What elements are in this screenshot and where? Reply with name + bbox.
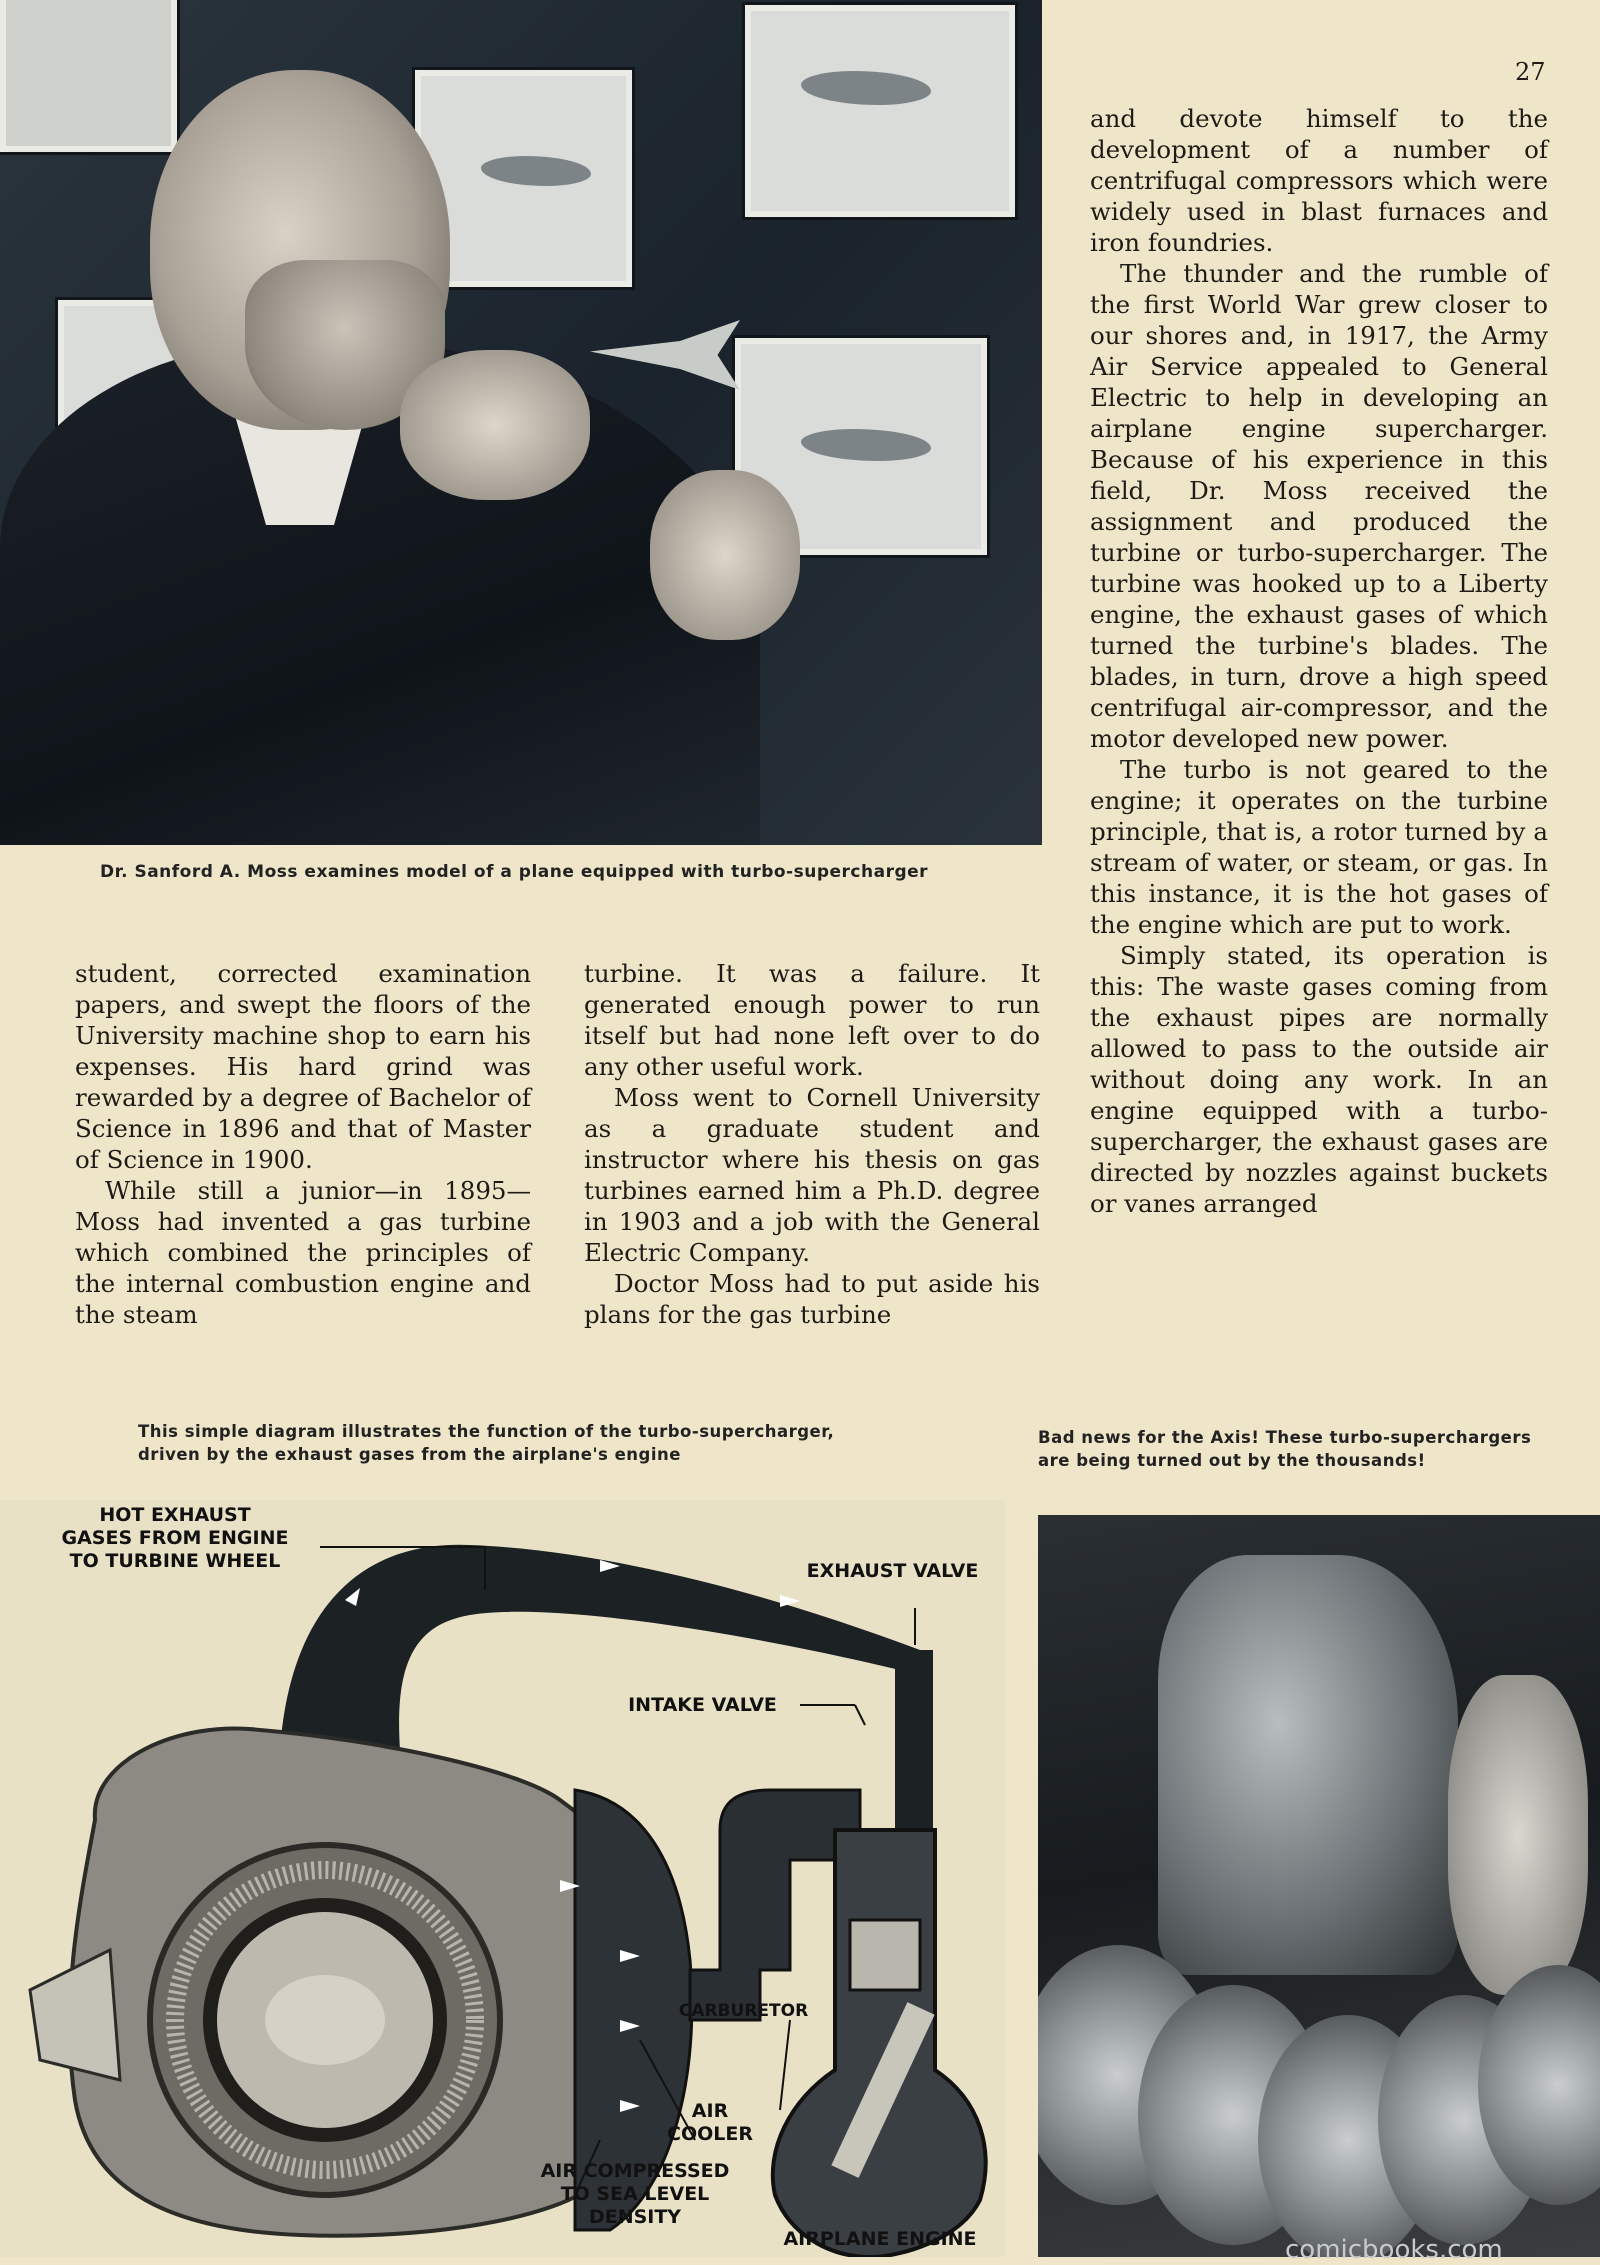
paragraph: turbine. It was a failure. It generated enough power to run itself but had none left over to do any other useful work. bbox=[584, 959, 1040, 1081]
watermark: comicbooks.com bbox=[1285, 2235, 1503, 2265]
piston bbox=[850, 1920, 920, 1990]
air-intake-scoop bbox=[30, 1950, 120, 2080]
wall-picture-3 bbox=[745, 5, 1015, 217]
paragraph: Moss went to Cornell University as a graduate student and instructor where his thesis on gas turbines earned him a Ph.D. degree in 1903 and a job with the General Electric Company. bbox=[584, 1083, 1040, 1267]
wall-picture-1 bbox=[0, 0, 177, 152]
left-hand bbox=[400, 350, 590, 500]
model-plane bbox=[590, 320, 740, 390]
paragraph: Simply stated, its operation is this: The waste gases coming from the exhaust pipes are normally allowed to pass to the outside air without doing any work. In an engine equipped with a turbo-supercharger, the exhaust gases are directed by nozzles against buckets or vanes arranged bbox=[1090, 941, 1548, 1218]
paragraph: While still a junior—in 1895—Moss had invented a gas turbine which combined the principles of the internal combustion engine and the steam bbox=[75, 1176, 531, 1329]
label-intake-valve: INTAKE VALVE bbox=[628, 1694, 777, 1716]
label-carburetor: CARBURETOR bbox=[678, 2001, 809, 2021]
moss-portrait-photo bbox=[0, 0, 1042, 845]
paragraph: Doctor Moss had to put aside his plans for the gas turbine bbox=[584, 1269, 1040, 1329]
label-air-compressed: AIR COMPRESSED TO SEA LEVEL DENSITY bbox=[540, 2160, 730, 2228]
turbine-center bbox=[265, 1975, 385, 2065]
article-middle-column bbox=[584, 958, 1040, 1330]
factory-production-photo bbox=[1038, 1515, 1600, 2257]
paragraph: student, corrected examination papers, and swept the floors of the University machine shop to earn his expenses. His hard grind was rewarded by a degree of Bachelor of Science in 1896 and that of Master of Science in 1900. bbox=[75, 959, 531, 1174]
page-number: 27 bbox=[1515, 58, 1546, 86]
paragraph: The thunder and the rumble of the first World War grew closer to our shores and, in 1917, the Army Air Service appealed to General Electric to help in developing an airplane engine supercharger. Because of his experience in this field, Dr. Moss received the assignment and produced the turbine or turbo-supercharger. The turbine was hooked up to a Liberty engine, the exhaust gases of which turned the turbine's blades. The blades, in turn, drove a high speed centrifugal air-compressor, and the motor developed new power. bbox=[1090, 259, 1548, 753]
diagram-drawing bbox=[0, 1500, 1005, 2257]
factory-photo-caption: Bad news for the Axis! These turbo-superchargers are being turned out by the thousands! bbox=[1038, 1428, 1532, 1470]
diagram-caption: This simple diagram illustrates the function of the turbo-supercharger, driven by the exhaust gases from the airplane's engine bbox=[138, 1422, 835, 1464]
label-exhaust-valve: EXHAUST VALVE bbox=[806, 1560, 979, 1582]
label-air-cooler: AIR COOLER bbox=[667, 2100, 753, 2145]
turbo-supercharger-diagram bbox=[0, 1500, 1005, 2257]
label-airplane-engine: AIRPLANE ENGINE bbox=[783, 2228, 977, 2250]
article-left-column bbox=[75, 958, 531, 1330]
right-hand bbox=[650, 470, 800, 640]
worker bbox=[1448, 1675, 1588, 1995]
paragraph: and devote himself to the development of a number of centrifugal compressors which were widely used in blast furnaces and iron foundries. bbox=[1090, 104, 1548, 257]
article-right-column bbox=[1090, 103, 1548, 1219]
milling-machine bbox=[1158, 1555, 1458, 1975]
top-photo-caption: Dr. Sanford A. Moss examines model of a plane equipped with turbo-supercharger bbox=[100, 862, 929, 882]
label-hot-exhaust: HOT EXHAUST GASES FROM ENGINE TO TURBINE WHEEL bbox=[61, 1504, 289, 1572]
paragraph: The turbo is not geared to the engine; it operates on the turbine principle, that is, a rotor turned by a stream of water, or steam, or gas. In this instance, it is the hot gases of the engine which are put to work. bbox=[1090, 755, 1548, 939]
engine-cylinder bbox=[773, 1830, 986, 2257]
